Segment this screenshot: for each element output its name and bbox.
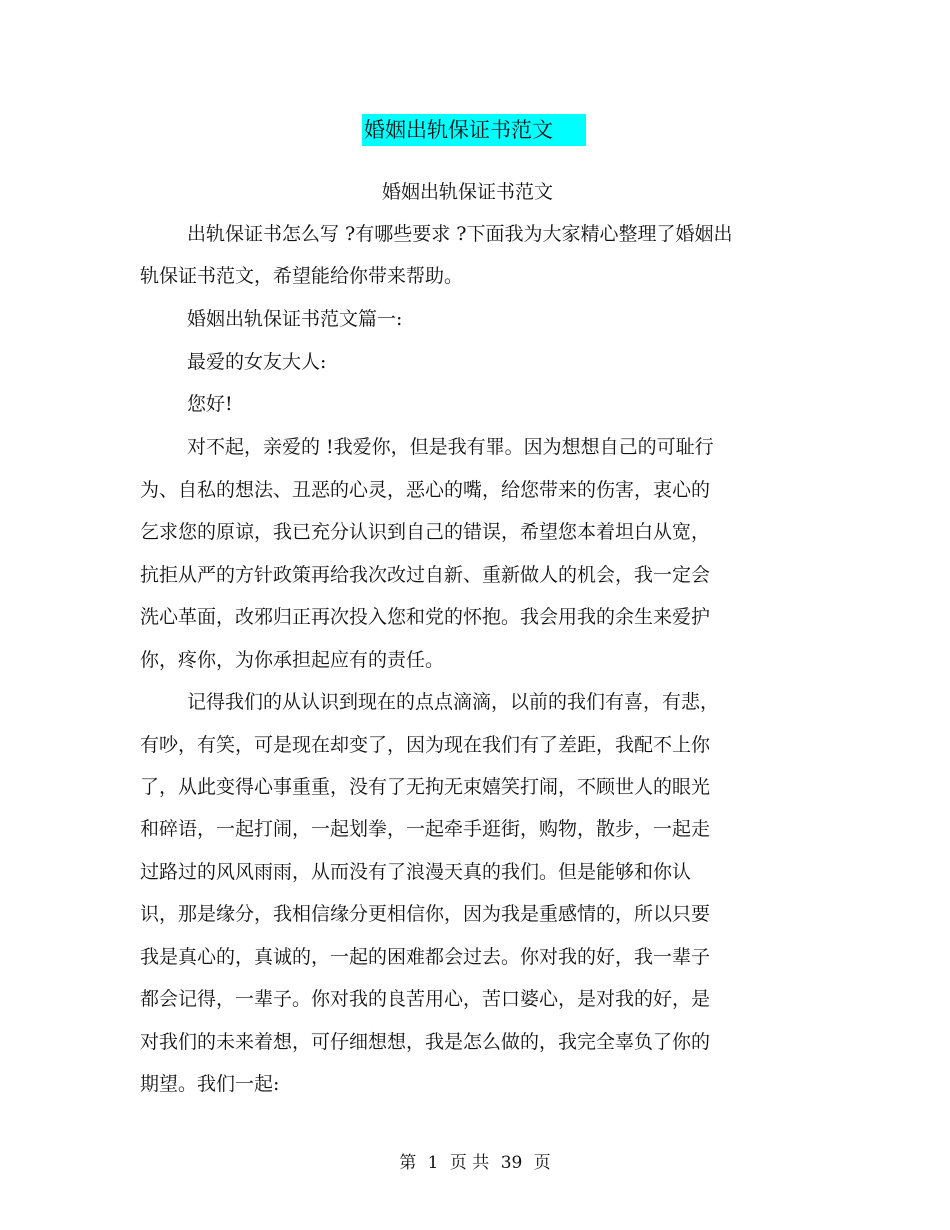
- paragraph-line: 都会记得，一辈子。你对我的良苦用心，苦口婆心，是对我的好，是: [140, 988, 711, 1010]
- paragraph-line: 轨保证书范文，希望能给你带来帮助。: [140, 265, 464, 287]
- footer-suffix: 页: [533, 1153, 551, 1173]
- paragraph-line: 洗心革面，改邪归正再次投入您和党的怀抱。我会用我的余生来爱护: [140, 606, 711, 628]
- footer-prefix: 第: [399, 1153, 417, 1173]
- paragraph-line: 抗拒从严的方针政策再给我次改过自新、重新做人的机会，我一定会: [140, 564, 711, 586]
- document-subtitle: 婚姻出轨保证书范文: [381, 181, 553, 203]
- paragraph-line: 和碎语，一起打闹，一起划拳，一起牵手逛街，购物，散步，一起走: [140, 818, 711, 840]
- footer-page-number: 1: [427, 1153, 439, 1173]
- paragraph-line: 乞求您的原谅，我已充分认识到自己的错误，希望您本着坦白从宽，: [140, 521, 711, 543]
- paragraph-line: 对不起，亲爱的 !我爱你，但是我有罪。因为想想自己的可耻行: [187, 436, 714, 458]
- paragraph-line: 期望。我们一起:: [140, 1073, 280, 1095]
- paragraph-line: 你，疼你，为你承担起应有的责任。: [140, 649, 445, 671]
- paragraph-line: 识，那是缘分，我相信缘分更相信你，因为我是重感情的，所以只要: [140, 903, 711, 925]
- paragraph-line: 您好!: [187, 393, 233, 415]
- paragraph-line: 我是真心的，真诚的，一起的困难都会过去。你对我的好，我一辈子: [140, 946, 711, 968]
- paragraph-line: 婚姻出轨保证书范文篇一:: [187, 308, 403, 330]
- footer-mid: 页 共: [449, 1153, 490, 1173]
- paragraph-line: 有吵，有笑，可是现在却变了，因为现在我们有了差距，我配不上你: [140, 734, 711, 756]
- paragraph-line: 记得我们的从认识到现在的点点滴滴，以前的我们有喜，有悲，: [187, 691, 720, 713]
- footer-total-pages: 39: [500, 1153, 523, 1173]
- document-title: 婚姻出轨保证书范文: [362, 114, 586, 146]
- paragraph-line: 对我们的未来着想，可仔细想想，我是怎么做的，我完全辜负了你的: [140, 1031, 711, 1053]
- page-footer: [0, 1148, 950, 1178]
- paragraph-line: 为、自私的想法、丑恶的心灵，恶心的嘴，给您带来的伤害，衷心的: [140, 479, 711, 501]
- paragraph-line: 了，从此变得心事重重，没有了无拘无束嬉笑打闹，不顾世人的眼光: [140, 776, 711, 798]
- paragraph-line: 过路过的风风雨雨，从而没有了浪漫天真的我们。但是能够和你认: [140, 861, 692, 883]
- paragraph-line: 出轨保证书怎么写 ?有哪些要求 ?下面我为大家精心整理了婚姻出: [187, 223, 733, 245]
- paragraph-line: 最爱的女友大人:: [187, 351, 327, 373]
